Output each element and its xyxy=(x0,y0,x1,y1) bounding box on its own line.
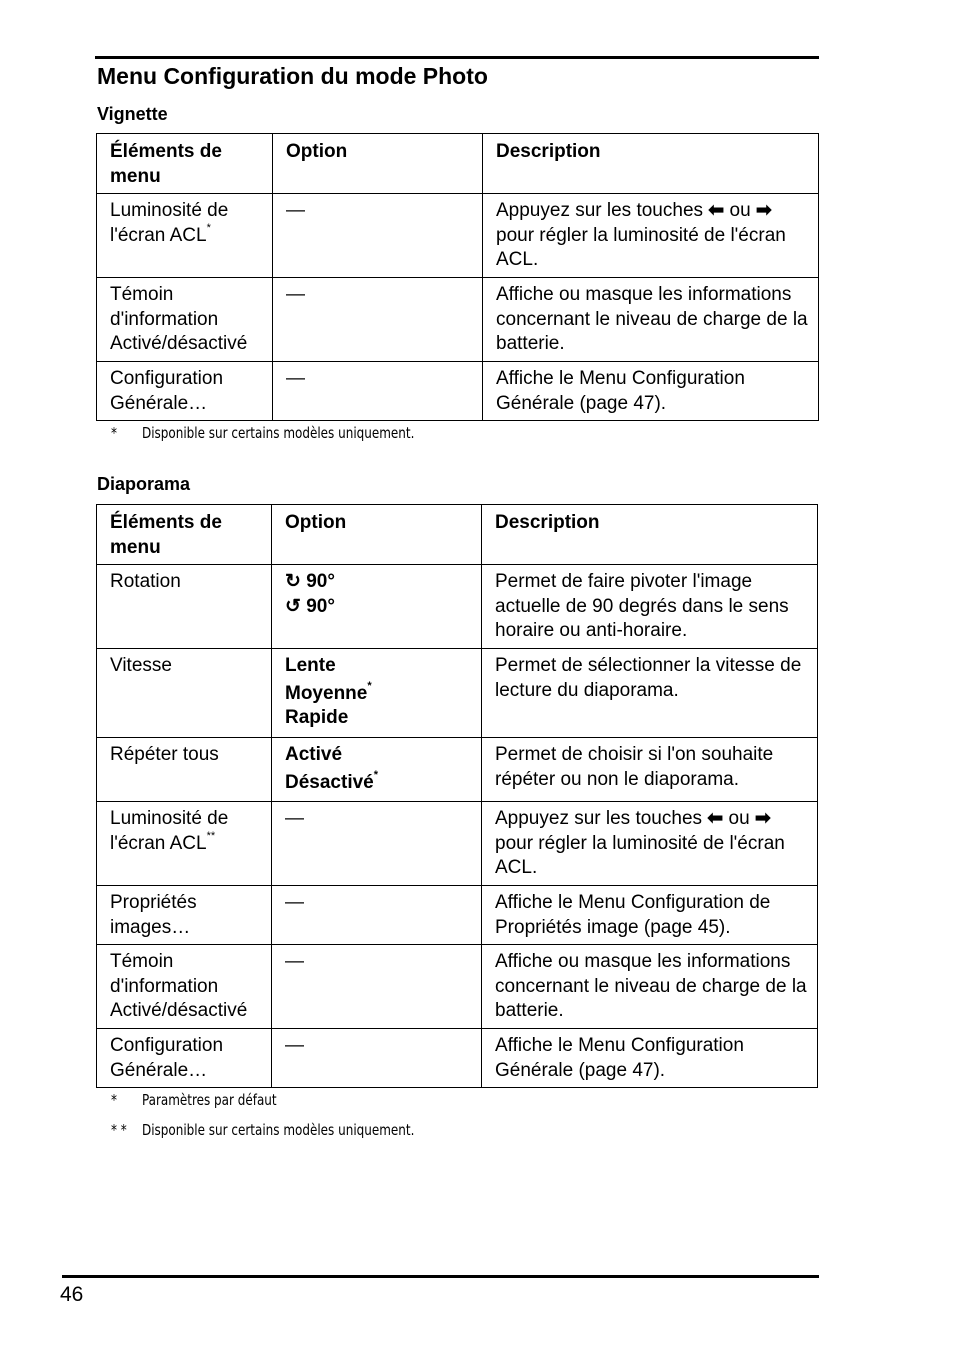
option-cell xyxy=(272,565,482,649)
left-arrow-icon: ⬅ xyxy=(707,808,724,829)
option-cell xyxy=(272,738,482,802)
table-row xyxy=(97,278,819,362)
description-cell: Affiche le Menu Configuration Générale (page 47). xyxy=(483,362,819,421)
item-cell: Configuration Générale… xyxy=(97,1029,272,1088)
top-rule xyxy=(95,56,819,59)
item-cell: Vitesse xyxy=(97,649,272,738)
footnote-ref: * xyxy=(206,221,211,234)
description-cell: Affiche ou masque les informations concernant le niveau de charge de la batterie. xyxy=(482,945,818,1029)
description-cell: Permet de faire pivoter l'image actuelle de 90 degrés dans le sens horaire ou anti-horaire. xyxy=(482,565,818,649)
item-cell: Propriétés images… xyxy=(97,886,272,945)
header-option: Option xyxy=(272,505,482,565)
footnote xyxy=(111,424,414,442)
table-row xyxy=(97,945,818,1029)
section-title-vignette: Vignette xyxy=(97,104,168,124)
footnote xyxy=(111,1121,414,1139)
page-number: 46 xyxy=(60,1283,84,1306)
section-title-diaporama: Diaporama xyxy=(97,474,191,494)
option-cell: — xyxy=(272,945,482,1029)
table-row xyxy=(97,1029,818,1088)
table-header-row xyxy=(97,505,818,565)
rotate-counterclockwise-icon: ↺ xyxy=(285,595,301,617)
option-cell: — xyxy=(272,886,482,945)
right-arrow-icon: ➡ xyxy=(755,200,772,221)
item-cell xyxy=(97,802,272,886)
description-cell: Affiche le Menu Configuration Générale (page 47). xyxy=(482,1029,818,1088)
description-text: ou xyxy=(728,808,750,829)
description-cell: Affiche ou masque les informations concernant le niveau de charge de la batterie. xyxy=(483,278,819,362)
item-cell xyxy=(97,194,273,278)
footnote-mark: * xyxy=(111,1091,118,1109)
option-line xyxy=(285,679,471,707)
description-cell: Affiche le Menu Configuration de Propriétés image (page 45). xyxy=(482,886,818,945)
footnote xyxy=(111,1091,277,1109)
footnote-ref: ** xyxy=(206,829,216,842)
description-text: pour régler la luminosité de l'écran ACL. xyxy=(495,832,785,878)
item-label: Luminosité de l'écran ACL xyxy=(110,808,229,854)
table-row xyxy=(97,565,818,649)
page-title: Menu Configuration du mode Photo xyxy=(97,63,488,89)
table-row xyxy=(97,649,818,738)
option-line xyxy=(285,595,471,620)
option-value: Lente xyxy=(285,655,336,676)
description-text: ou xyxy=(729,200,751,221)
item-cell: Témoin d'information Activé/désactivé xyxy=(97,278,273,362)
footnote-mark: * xyxy=(111,424,118,442)
bottom-rule xyxy=(62,1275,819,1278)
vignette-table xyxy=(96,133,819,421)
description-cell: Permet de choisir si l'on souhaite répéter ou non le diaporama. xyxy=(482,738,818,802)
option-cell xyxy=(272,649,482,738)
header-description: Description xyxy=(482,505,818,565)
item-cell: Témoin d'information Activé/désactivé xyxy=(97,945,272,1029)
footnote-mark: * * xyxy=(111,1121,127,1139)
header-items: Éléments de menu xyxy=(97,505,272,565)
option-cell: — xyxy=(272,1029,482,1088)
option-value: Désactivé xyxy=(285,771,374,793)
item-cell: Répéter tous xyxy=(97,738,272,802)
header-description: Description xyxy=(483,134,819,194)
footnote-ref: * xyxy=(373,768,379,781)
diaporama-table xyxy=(96,504,818,1088)
footnote-text: Disponible sur certains modèles uniquement. xyxy=(141,1121,415,1139)
item-cell: Configuration Générale… xyxy=(97,362,273,421)
header-option: Option xyxy=(273,134,483,194)
description-text: pour régler la luminosité de l'écran ACL. xyxy=(496,224,786,270)
footnote-text: Paramètres par défaut xyxy=(141,1091,277,1109)
item-label: Luminosité de l'écran ACL xyxy=(110,200,229,246)
table-row xyxy=(97,886,818,945)
description-text: Appuyez sur les touches xyxy=(495,808,703,829)
table-row xyxy=(97,362,819,421)
table-row xyxy=(97,802,818,886)
table-row xyxy=(97,194,819,278)
option-value: Moyenne xyxy=(285,682,368,704)
description-cell xyxy=(482,802,818,886)
footnote-ref: * xyxy=(367,679,372,692)
item-cell: Rotation xyxy=(97,565,272,649)
description-text: Appuyez sur les touches xyxy=(496,200,704,221)
option-line xyxy=(285,768,471,796)
option-value: 90° xyxy=(306,595,335,617)
description-cell xyxy=(483,194,819,278)
option-value: Activé xyxy=(285,744,343,765)
option-value: 90° xyxy=(306,571,335,592)
table-header-row xyxy=(97,134,819,194)
header-items: Éléments de menu xyxy=(97,134,273,194)
rotate-clockwise-icon: ↻ xyxy=(285,571,301,592)
right-arrow-icon: ➡ xyxy=(754,808,771,829)
option-cell: — xyxy=(273,278,483,362)
footnote-text: Disponible sur certains modèles uniquement. xyxy=(141,424,415,442)
option-cell: — xyxy=(273,194,483,278)
left-arrow-icon: ⬅ xyxy=(708,200,725,221)
table-row xyxy=(97,738,818,802)
option-line xyxy=(285,570,471,595)
option-cell: — xyxy=(273,362,483,421)
description-cell: Permet de sélectionner la vitesse de lecture du diaporama. xyxy=(482,649,818,738)
option-value: Rapide xyxy=(285,707,349,728)
option-cell: — xyxy=(272,802,482,886)
